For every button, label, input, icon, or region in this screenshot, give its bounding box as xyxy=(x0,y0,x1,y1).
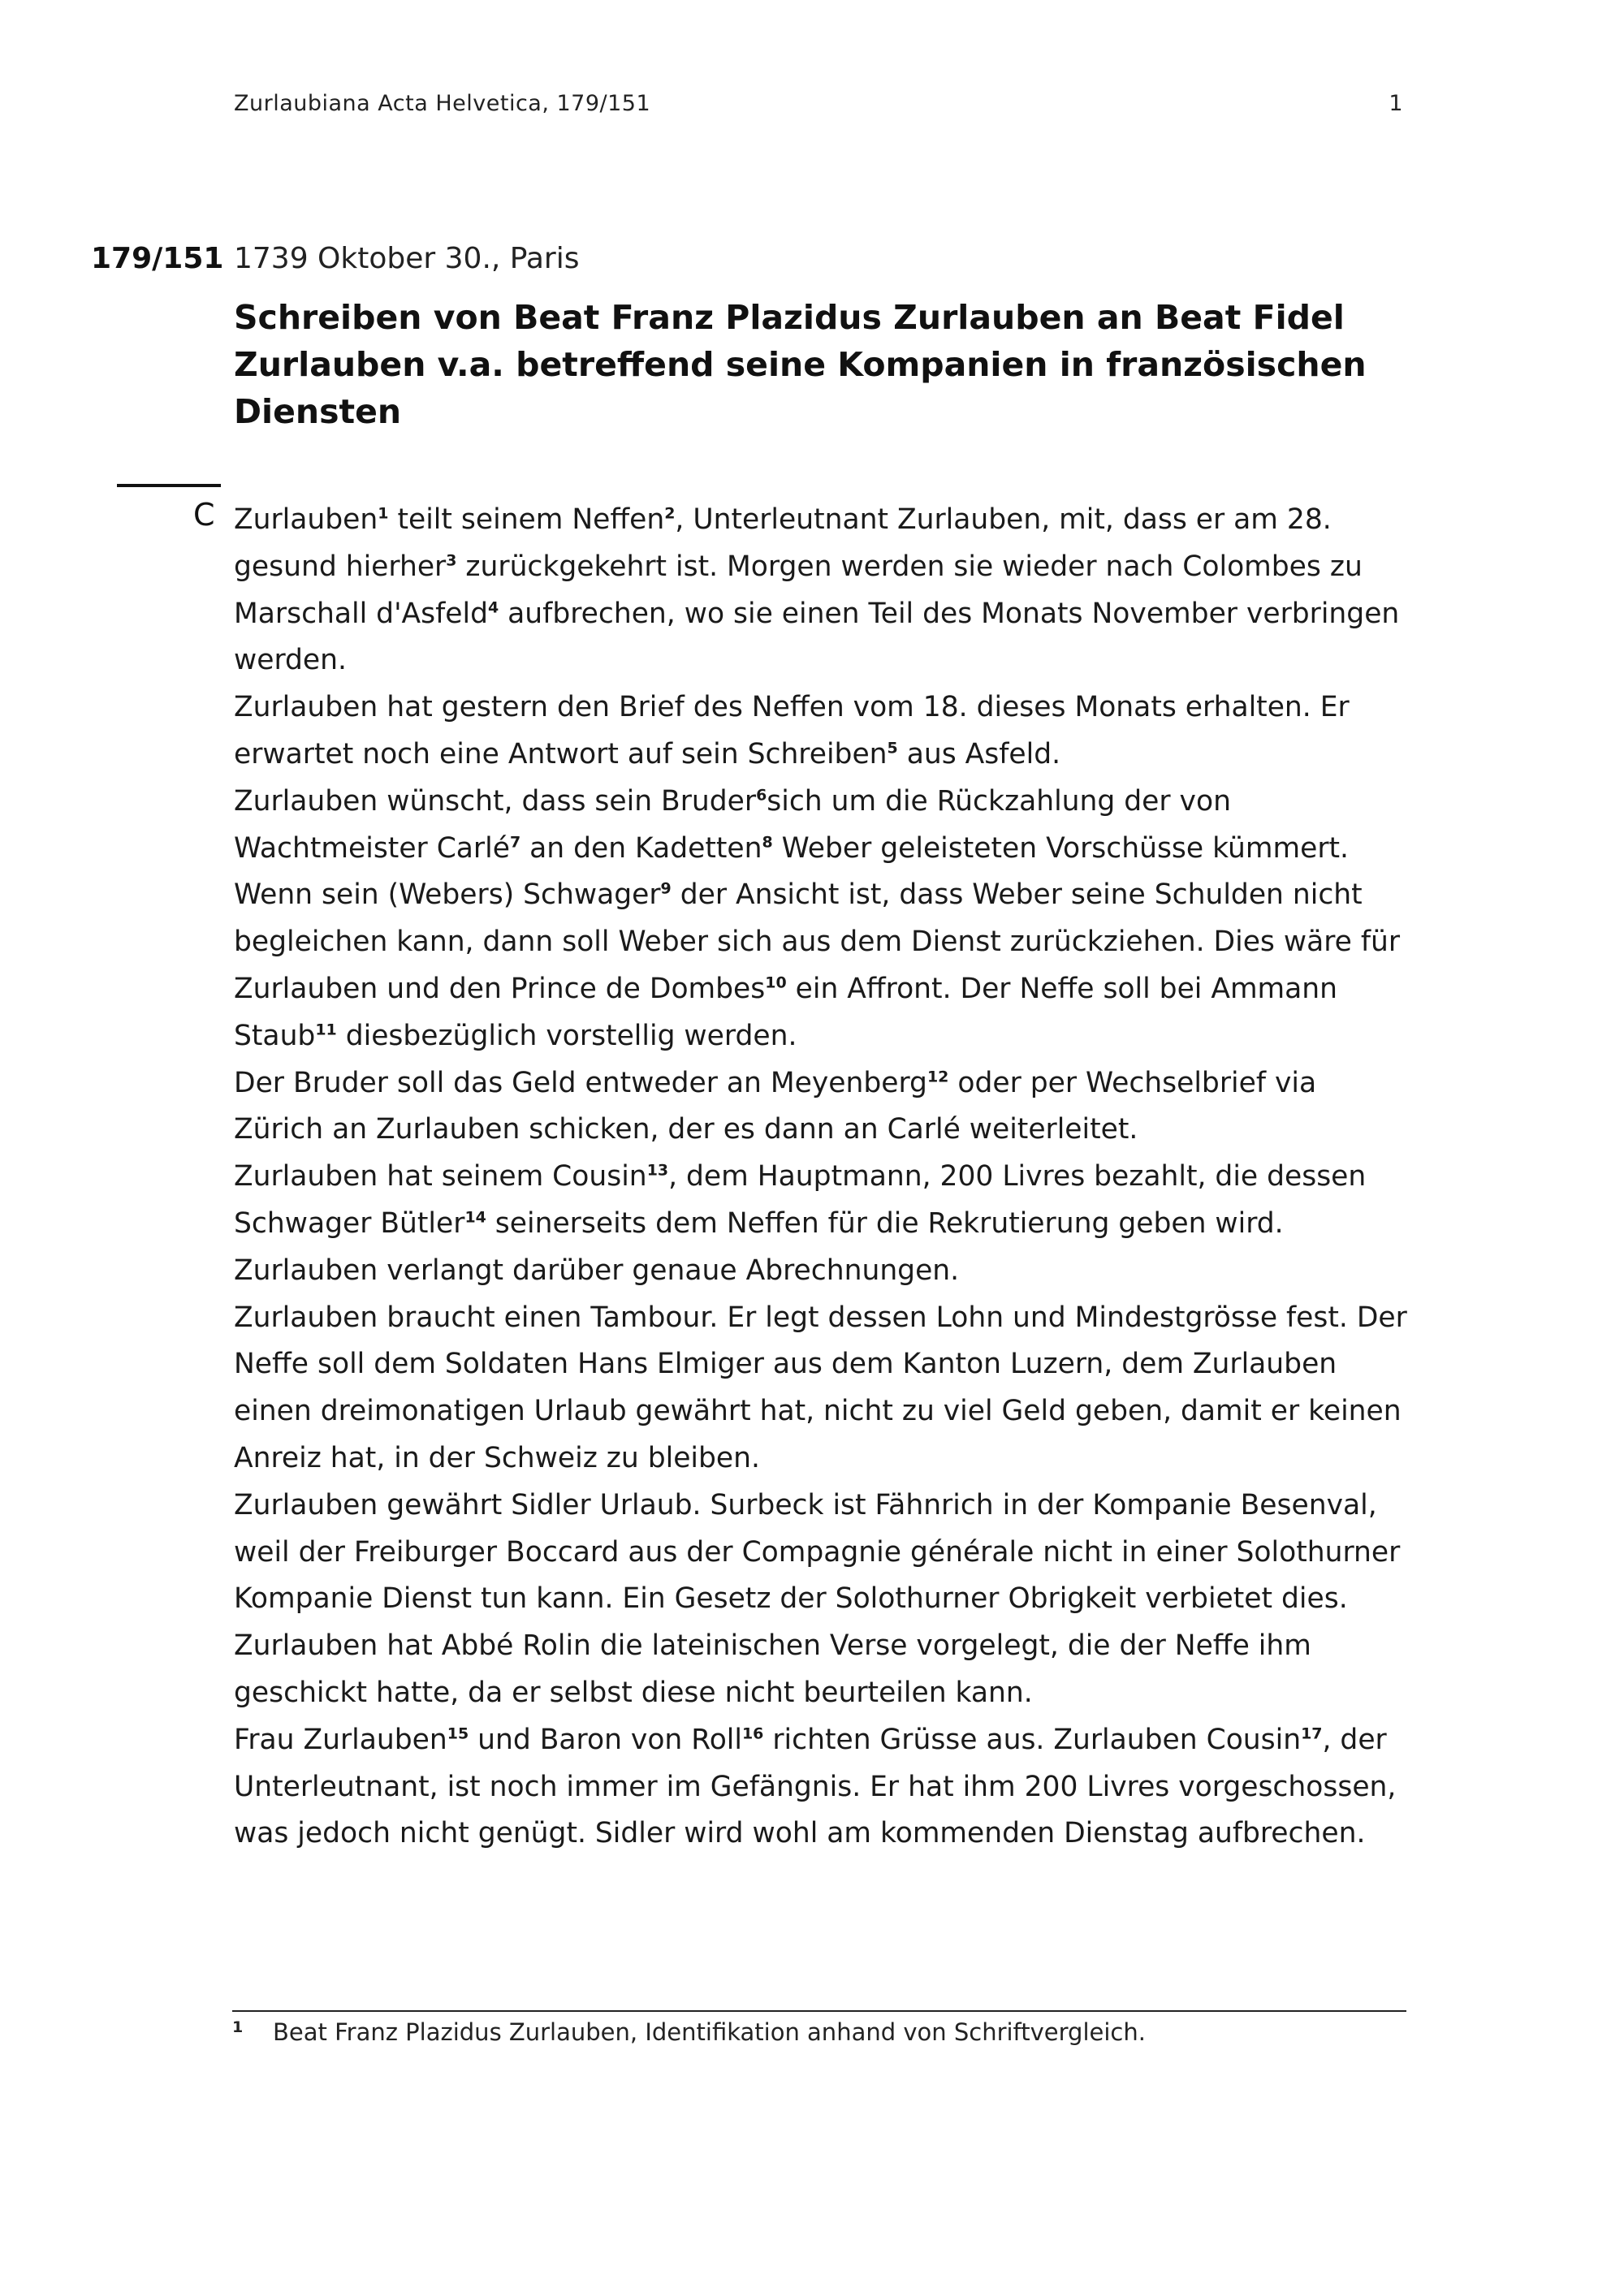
summary-paragraph-9: Frau Zurlauben$^{15}$ und Baron von Roll$^{16}$ richten Grüsse aus. Zurlauben Cousin$^{17}$, der Unterleutnant, ist noch immer im Gefängnis. Er hat ihm 200 Livres vorgeschossen, was jedoch nicht genügt. Sidler wird wohl am kommenden Dienstag aufbrechen. xyxy=(234,1723,1397,1850)
document-date: 1739 Oktober 30., Paris xyxy=(234,242,580,275)
footnote-text: Beat Franz Plazidus Zurlauben, Identifikation anhand von Schriftvergleich. xyxy=(273,2018,1146,2046)
summary-paragraph-2: Zurlauben hat gestern den Brief des Neffen vom 18. dieses Monats erhalten. Er erwartet noch eine Antwort auf sein Schreiben$^5$ aus Asfeld. xyxy=(234,691,1350,770)
summary-paragraph-8: Zurlauben hat Abbé Rolin die lateinischen Verse vorgelegt, die der Neffe ihm geschickt hatte, da er selbst diese nicht beurteilen kann. xyxy=(234,1629,1311,1709)
page-number: 1 xyxy=(1389,91,1403,116)
summary-paragraph-4: Der Bruder soll das Geld entweder an Meyenberg$^{12}$ oder per Wechselbrief via Zürich an Zurlauben schicken, der es dann an Carlé weiterleitet. xyxy=(234,1066,1317,1146)
summary-paragraph-1: Zurlauben$^1$ teilt seinem Neffen$^2$, Unterleutnant Zurlauben, mit, dass er am 28. gesund hierher$^3$ zurückgekehrt ist. Morgen werden sie wieder nach Colombes zu Marschall d'Asfeld$^4$ aufbrechen, wo sie einen Teil des Monats November verbringen werden. xyxy=(234,503,1400,677)
footnote-ref[interactable]: 14 xyxy=(464,1208,486,1227)
footnote-number: 1 xyxy=(232,2018,244,2036)
footnote-ref[interactable]: 5 xyxy=(887,739,898,757)
footnote-ref[interactable]: 16 xyxy=(741,1724,764,1743)
footnote-ref[interactable]: 10 xyxy=(765,973,787,992)
running-header xyxy=(234,91,1403,116)
footnote-ref[interactable]: 4 xyxy=(488,598,499,617)
footnote-ref[interactable]: 17 xyxy=(1301,1724,1323,1743)
footnote-ref[interactable]: 3 xyxy=(446,551,457,570)
footnote-ref[interactable]: 7 xyxy=(509,833,521,852)
summary-paragraph-6: Zurlauben braucht einen Tambour. Er legt dessen Lohn und Mindestgrösse fest. Der Neffe soll dem Soldaten Hans Elmiger aus dem Kanton Luzern, dem Zurlauben einen dreimonatigen Urlaub gewährt hat, nicht zu viel Geld geben, damit er keinen Anreiz hat, in der Schweiz zu bleiben. xyxy=(234,1301,1407,1474)
footnote-ref[interactable]: 11 xyxy=(315,1021,337,1039)
summary-paragraph-3: Zurlauben wünscht, dass sein Bruder$^6$sich um die Rückzahlung der von Wachtmeister Carlé$^7$ an den Kadetten$^8$ Weber geleisteten Vorschüsse kümmert. Wenn sein (Webers) Schwager$^9$ der Ansicht ist, dass Weber seine Schulden nicht begleichen kann, dann soll Weber sich aus dem Dienst zurückziehen. Dies wäre für Zurlauben und den Prince de Dombes$^{10}$ ein Affront. Der Neffe soll bei Ammann Staub$^{11}$ diesbezüglich vorstellig werden. xyxy=(234,784,1401,1052)
summary-paragraph-7: Zurlauben gewährt Sidler Urlaub. Surbeck ist Fähnrich in der Kompanie Besenval, weil der Freiburger Boccard aus der Compagnie générale nicht in einer Solothurner Kompanie Dienst tun kann. Ein Gesetz der Solothurner Obrigkeit verbietet dies. xyxy=(234,1488,1401,1616)
footnote-ref[interactable]: 13 xyxy=(646,1161,669,1180)
summary-text xyxy=(234,497,1411,1858)
footnote-ref[interactable]: 12 xyxy=(926,1068,949,1086)
section-marker: C xyxy=(193,497,215,533)
footnote-ref[interactable]: 9 xyxy=(660,879,672,898)
summary-paragraph-5: Zurlauben hat seinem Cousin$^{13}$, dem Hauptmann, 200 Livres bezahlt, die dessen Schwager Bütler$^{14}$ seinerseits dem Neffen für die Rekrutierung geben wird. Zurlauben verlangt darüber genaue Abrechnungen. xyxy=(234,1160,1367,1287)
document-title: Schreiben von Beat Franz Plazidus Zurlauben an Beat Fidel Zurlauben v.a. betreffend seine Kompanien in französischen Diensten xyxy=(234,298,1367,431)
footnote-ref[interactable]: 6 xyxy=(756,786,767,805)
section-rule xyxy=(117,484,221,487)
document-number: 179/151 xyxy=(91,242,224,275)
footnote-ref[interactable]: 15 xyxy=(447,1724,469,1743)
footnote-ref[interactable]: 2 xyxy=(664,504,676,523)
footnote-separator xyxy=(232,2010,1406,2012)
footnote-ref[interactable]: 8 xyxy=(762,833,773,852)
footnote-ref[interactable]: 1 xyxy=(378,504,389,523)
running-header-title: Zurlaubiana Acta Helvetica, 179/151 xyxy=(234,91,651,116)
